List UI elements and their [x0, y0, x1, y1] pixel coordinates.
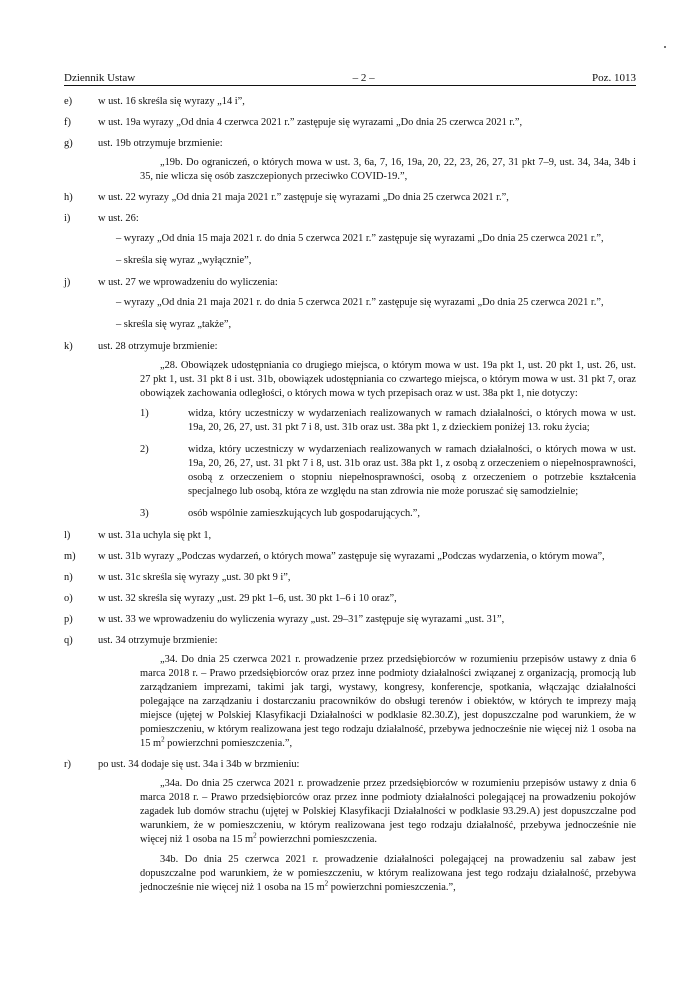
scan-speck: [664, 46, 666, 48]
item-label: p): [64, 614, 73, 625]
dash-item: – wyrazy „Od dnia 21 maja 2021 r. do dnia 5 czerwca 2021 r.” zastępuje się wyrazami „Do dnia 25 czerwca 2021 r.”,: [116, 297, 604, 308]
dash-list: [98, 296, 636, 332]
item-label: r): [64, 759, 71, 770]
superscript: 2: [253, 831, 257, 840]
item-text: w ust. 22 wyrazy „Od dnia 21 maja 2021 r.” zastępuje się wyrazami „Do dnia 25 czerwca 2021 r.”,: [98, 192, 509, 203]
superscript: 2: [161, 735, 165, 744]
provision-text: „34a. Do dnia 25 czerwca 2021 r. prowadzenie przez przedsiębiorców w rozumieniu przepisów ustawy z dnia 6 marca 2018 r. – Prawo przedsiębiorców oraz przez inne podmioty działalności polegającej na prowadzeniu pokojów zagadek lub domów strachu (ujętej w Polskiej Klasyfikacji Działalności w podklasie 93.29.A) jest dopuszczalne pod warunkiem, że w pomieszczeniu, w którym realizowana jest tego rodzaju działalność, przebywa jednocześnie nie więcej niż 1 osoba na 15 m: [140, 778, 636, 845]
quoted-provision: [98, 653, 636, 751]
dash-item: – skreśla się wyraz „także”,: [116, 319, 232, 330]
item-label: j): [64, 277, 71, 288]
page-number: – 2 –: [352, 72, 375, 84]
provision-text-end: powierzchni pomieszczenia.”,: [164, 738, 293, 749]
item-p: [64, 613, 636, 627]
superscript: 2: [324, 879, 329, 888]
item-f: [64, 116, 636, 130]
item-l: [64, 529, 636, 543]
item-label: h): [64, 192, 73, 203]
item-text: w ust. 31c skreśla się wyrazy „ust. 30 pkt 9 i”,: [98, 572, 291, 583]
item-label: f): [64, 117, 71, 128]
item-text: ust. 34 otrzymuje brzmienie:: [98, 635, 218, 646]
item-i: [64, 212, 636, 268]
item-label: i): [64, 213, 71, 224]
dash-list: [98, 232, 636, 268]
item-label: m): [64, 551, 76, 562]
provision-28: „28. Obowiązek udostępniania co drugiego miejsca, o którym mowa w ust. 19a pkt 1, ust. 20 pkt 1, ust. 26, ust. 27 pkt 1, ust. 31 pkt 8 i ust. 31b, obowiązek udostępniania co czwartego miejsca, o którym mowa w ust. 31 pkt 7, oraz obowiązek zachowania odległości, o których mowa w tych przepisach oraz w ust. 38a pkt 1, nie dotyczy:: [140, 360, 636, 399]
item-n: [64, 571, 636, 585]
point-label: 2): [140, 444, 149, 455]
dash-item: – skreśla się wyraz „wyłącznie”,: [116, 255, 252, 266]
item-label: q): [64, 635, 73, 646]
point-text: widza, który uczestniczy w wydarzeniach realizowanych w ramach działalności, o których mowa w ust. 19a, 20, 26, 27, ust. 31 pkt 7 i 8, ust. 31b oraz ust. 38a pkt 1, z osobą z orzeczeniem o niepełnosprawności, osobą z orzeczeniem o stopniu niepełnosprawności, osobą z orzeczeniem o potrzebie kształcenia specjalnego lub osobą, która ze względu na stan zdrowia nie może poruszać się samodzielnie;: [188, 444, 636, 497]
item-r: [64, 758, 636, 895]
item-label: n): [64, 572, 73, 583]
item-e: [64, 95, 636, 109]
journal-title: Dziennik Ustaw: [64, 72, 136, 84]
item-o: [64, 592, 636, 606]
header-divider: [64, 85, 636, 86]
item-text: w ust. 31b wyrazy „Podczas wydarzeń, o których mowa” zastępuje się wyrazami „Podczas wydarzenia, o którym mowa”,: [98, 551, 605, 562]
item-label: l): [64, 530, 71, 541]
numbered-point-1: [140, 407, 636, 435]
provision-34a: [140, 777, 636, 847]
point-label: 3): [140, 508, 149, 519]
point-text: osób wspólnie zamieszkujących lub gospodarujących.”,: [188, 508, 420, 519]
point-text: widza, który uczestniczy w wydarzeniach realizowanych w ramach działalności, o których mowa w ust. 19a, 20, 26, 27, ust. 31 pkt 7 i 8, ust. 31b oraz ust. 38a pkt 1, z dzieckiem poniżej 13. roku życia;: [188, 408, 636, 433]
item-text: w ust. 31a uchyla się pkt 1,: [98, 530, 212, 541]
page-header: [64, 68, 636, 84]
item-text: w ust. 26:: [98, 213, 139, 224]
position-number: Poz. 1013: [592, 72, 636, 84]
item-text: ust. 28 otrzymuje brzmienie:: [98, 341, 218, 352]
item-text: ust. 19b otrzymuje brzmienie:: [98, 138, 223, 149]
item-k: [64, 340, 636, 521]
item-h: [64, 191, 636, 205]
numbered-point-2: [140, 443, 636, 499]
item-q: [64, 634, 636, 751]
provision-34b: [140, 853, 636, 895]
provision-text-end: powierzchni pomieszczenia.: [256, 834, 377, 845]
item-text: w ust. 19a wyrazy „Od dnia 4 czerwca 2021 r.” zastępuje się wyrazami „Do dnia 25 czerwca 2021 r.”,: [98, 117, 523, 128]
dash-item: – wyrazy „Od dnia 15 maja 2021 r. do dnia 5 czerwca 2021 r.” zastępuje się wyrazami „Do dnia 25 czerwca 2021 r.”,: [116, 233, 604, 244]
item-m: [64, 550, 636, 564]
item-label: k): [64, 341, 73, 352]
provision-text-end: powierzchni pomieszczenia.”,: [328, 882, 456, 893]
item-label: g): [64, 138, 73, 149]
item-text: w ust. 33 we wprowadzeniu do wyliczenia wyrazy „ust. 29–31” zastępuje się wyrazami „ust. 31”,: [98, 614, 505, 625]
provision-text: „34. Do dnia 25 czerwca 2021 r. prowadzenie przez przedsiębiorców w rozumieniu przepisów ustawy z dnia 6 marca 2018 r. – Prawo przedsiębiorców oraz przez inne podmioty działalności związanej z organizacją, promocją lub zarządzaniem imprezami, takimi jak targi, wystawy, kongresy, konferencje, spotkania, włączając działalności polegające na zarządzaniu i dostarczaniu pracowników do obsługi terenów i obiektów, w których te imprezy mają miejsce (ujętej w Polskiej Klasyfikacji Działalności w podklasie 82.30.Z), jest dopuszczalne pod warunkiem, że w pomieszczeniu, w którym realizowana jest tego rodzaju działalność, przebywa jednocześnie nie więcej niż 1 osoba na 15 m: [140, 654, 636, 749]
provision-19b: „19b. Do ograniczeń, o których mowa w ust. 3, 6a, 7, 16, 19a, 20, 22, 23, 26, 27, 31 pkt 7–9, ust. 34, 34a, 34b i 35, nie wlicza się osób zaszczepionych przeciwko COVID-19.”,: [140, 157, 636, 182]
item-j: [64, 276, 636, 332]
item-label: e): [64, 96, 73, 107]
point-label: 1): [140, 408, 149, 419]
numbered-point-3: [140, 507, 636, 521]
provision-text: 34b. Do dnia 25 czerwca 2021 r. prowadzenie działalności polegającej na prowadzeniu sal zabaw jest dopuszczalne pod warunkiem, że w pomieszczeniu, w którym realizowana jest tego rodzaju działalność, przebywa jednocześnie nie więcej niż 1 osoba na 15 m: [140, 854, 636, 893]
quoted-provision: [98, 359, 636, 521]
document-body: [64, 90, 636, 902]
item-text: w ust. 27 we wprowadzeniu do wyliczenia:: [98, 277, 278, 288]
provision-34: [140, 653, 636, 751]
quoted-provision: [98, 777, 636, 895]
item-label: o): [64, 593, 73, 604]
item-text: w ust. 32 skreśla się wyrazy „ust. 29 pkt 1–6, ust. 30 pkt 1–6 i 10 oraz”,: [98, 593, 397, 604]
item-g: [64, 137, 636, 184]
item-text: po ust. 34 dodaje się ust. 34a i 34b w brzmieniu:: [98, 759, 300, 770]
item-text: w ust. 16 skreśla się wyrazy „14 i”,: [98, 96, 245, 107]
quoted-provision: [98, 156, 636, 184]
